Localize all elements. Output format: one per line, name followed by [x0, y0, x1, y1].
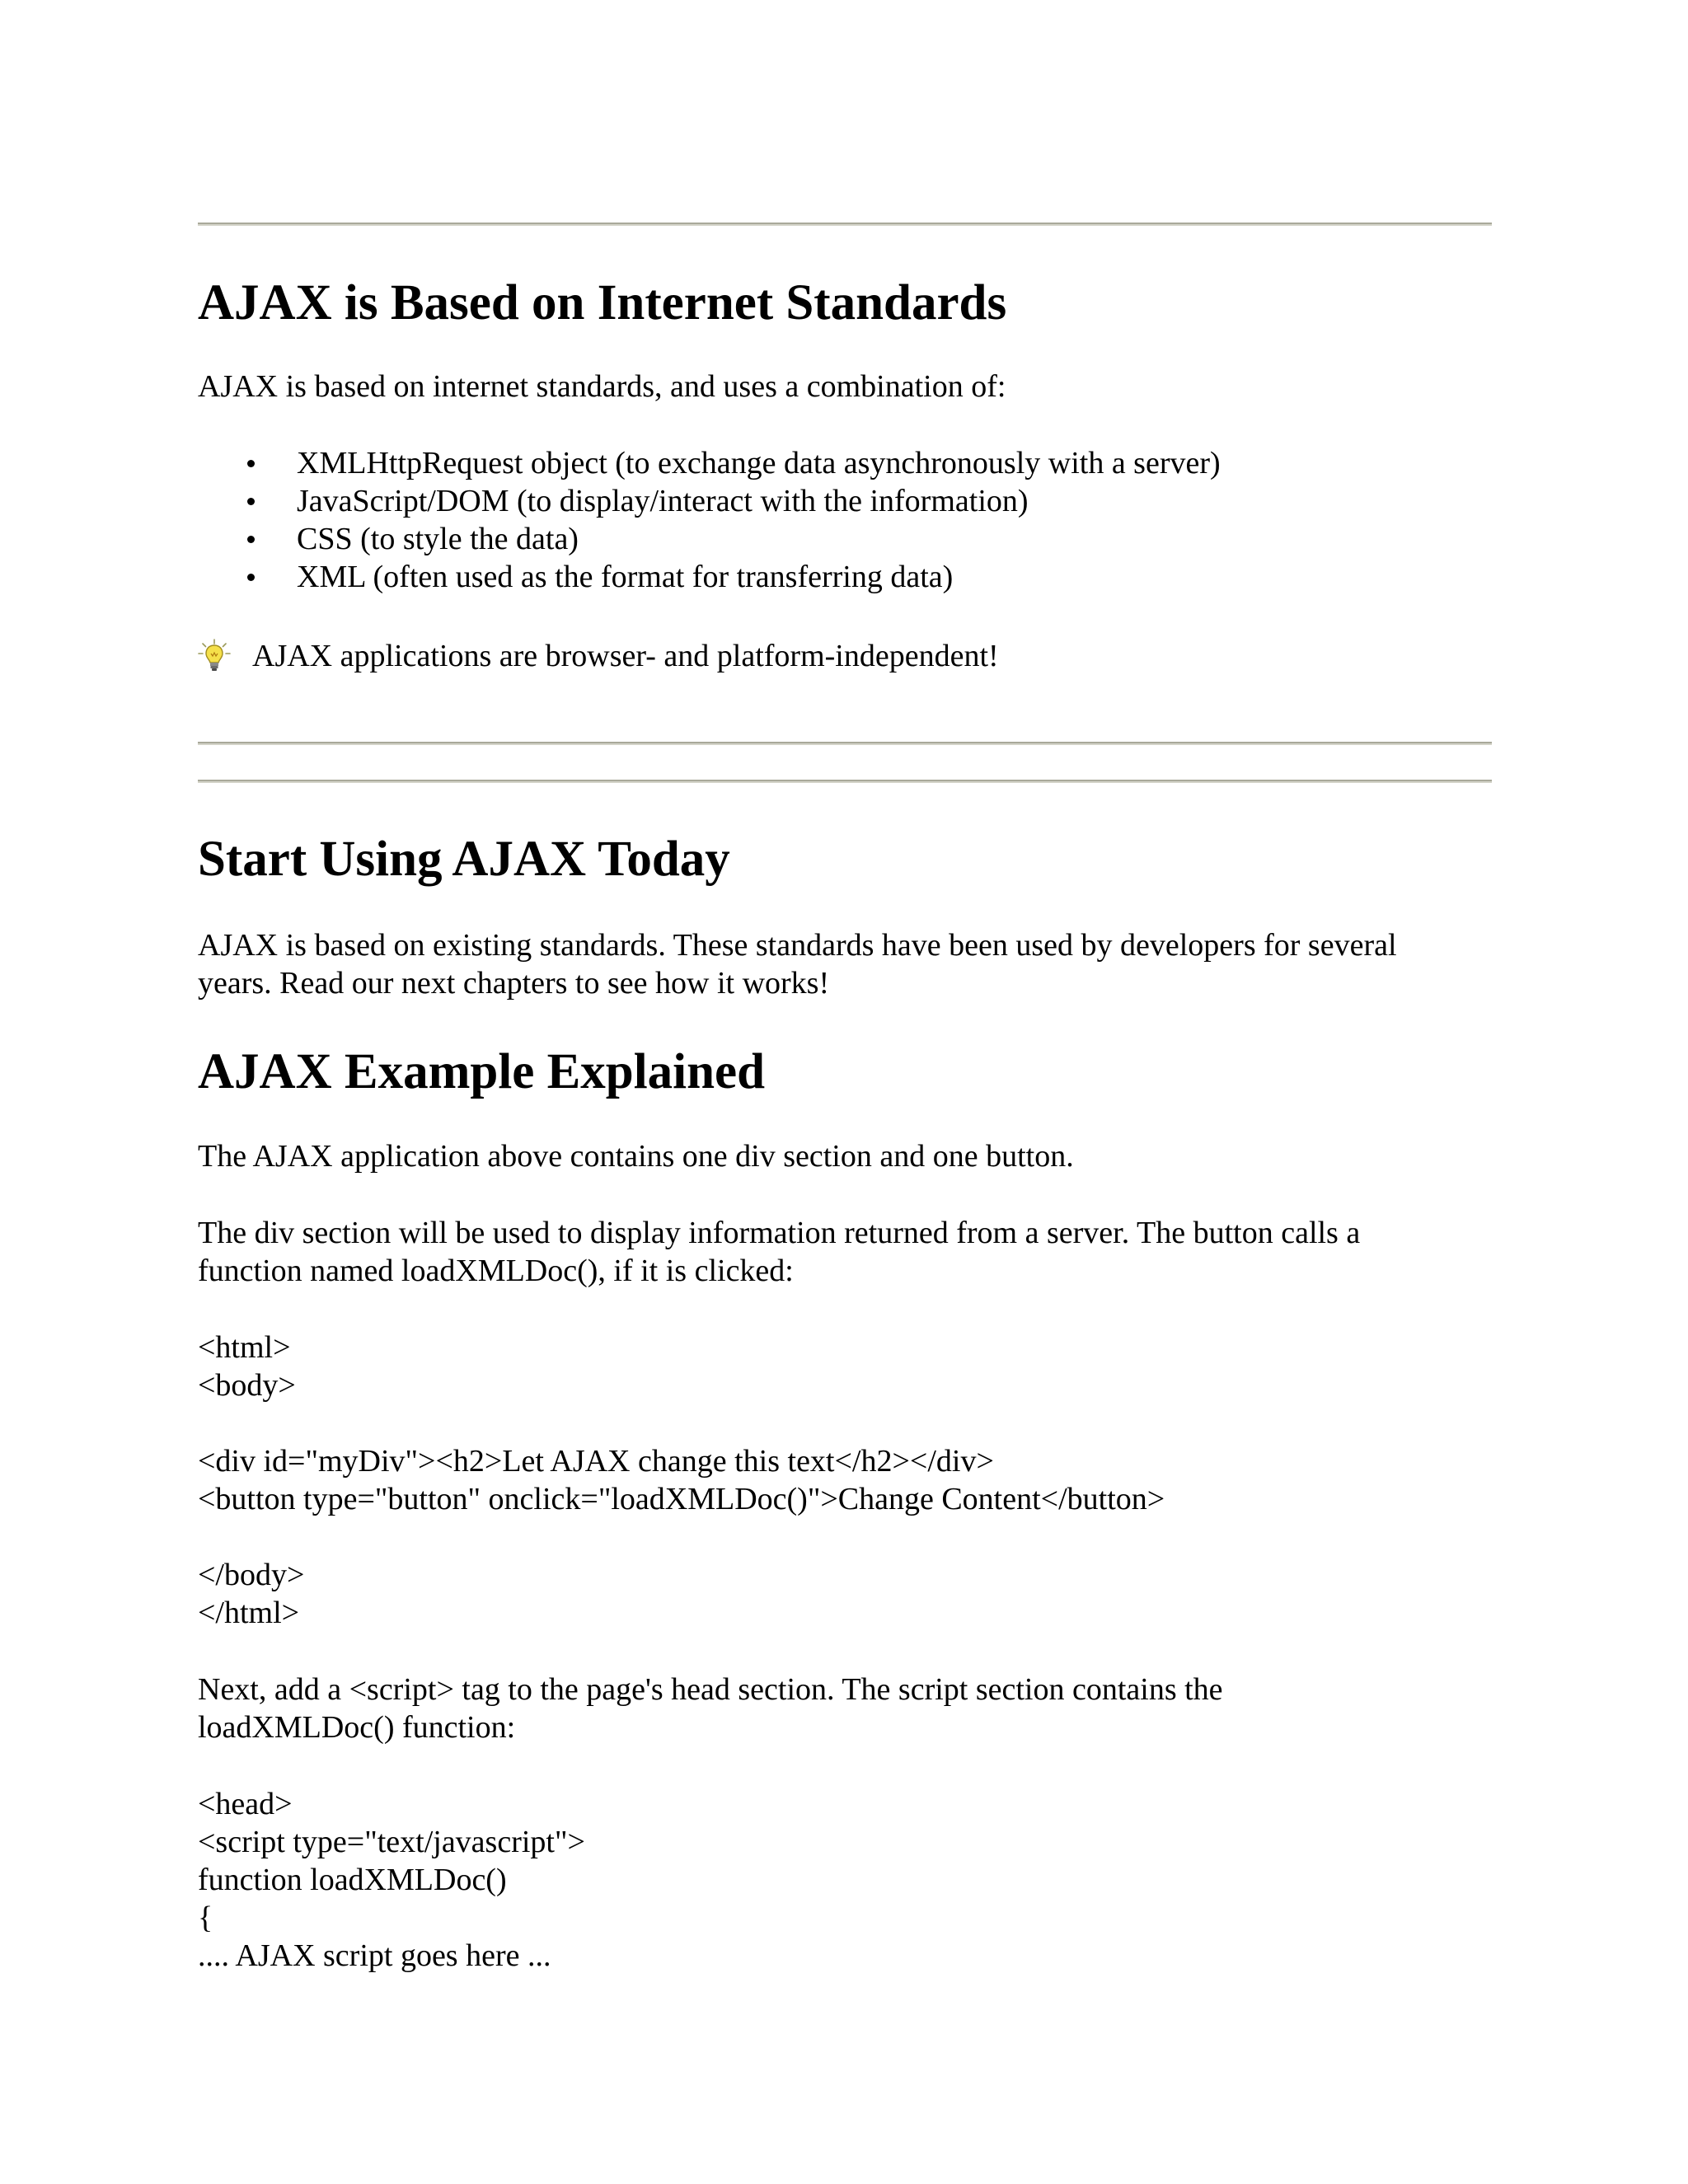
- bullet-icon: [247, 574, 255, 581]
- section-heading-example-explained: AJAX Example Explained: [198, 1044, 766, 1099]
- list-item: [198, 558, 1221, 596]
- code-line: .... AJAX script goes here ...: [198, 1938, 551, 1973]
- code-line: </html>: [198, 1596, 300, 1630]
- horizontal-rule: [198, 780, 1492, 783]
- example-paragraph-3: [198, 1671, 1223, 1746]
- code-line: <head>: [198, 1787, 293, 1821]
- horizontal-rule: [198, 742, 1492, 745]
- technology-list: [198, 444, 1221, 596]
- list-item-text: JavaScript/DOM (to display/interact with the information): [297, 484, 1029, 518]
- tip-note: [198, 637, 999, 675]
- document-page: [198, 0, 1492, 2184]
- bullet-icon: [247, 460, 255, 467]
- list-item-text: CSS (to style the data): [297, 522, 579, 556]
- start-using-paragraph: [198, 926, 1397, 1002]
- horizontal-rule: [198, 223, 1492, 226]
- list-item-text: XML (often used as the format for transferring data): [297, 560, 954, 594]
- paragraph-line: Next, add a <script> tag to the page's head section. The script section contains the: [198, 1672, 1223, 1707]
- list-item-text: XMLHttpRequest object (to exchange data asynchronously with a server): [297, 446, 1221, 480]
- example-paragraph-1: The AJAX application above contains one div section and one button.: [198, 1139, 1074, 1174]
- paragraph-line: The div section will be used to display information returned from a server. The button calls a: [198, 1216, 1361, 1250]
- intro-paragraph: AJAX is based on internet standards, and uses a combination of:: [198, 369, 1006, 404]
- example-paragraph-2: [198, 1214, 1360, 1290]
- section-heading-start-using: Start Using AJAX Today: [198, 832, 730, 887]
- lightbulb-icon: [198, 639, 231, 673]
- code-line: <html>: [198, 1330, 291, 1365]
- html-code-sample: [198, 1329, 1165, 1632]
- code-line: [198, 1518, 1165, 1556]
- code-line: <button type="button" onclick="loadXMLDoc()">Change Content</button>: [198, 1482, 1165, 1516]
- paragraph-line: years. Read our next chapters to see how it works!: [198, 966, 830, 1001]
- section-heading-standards: AJAX is Based on Internet Standards: [198, 275, 1007, 330]
- paragraph-line: function named loadXMLDoc(), if it is clicked:: [198, 1254, 794, 1288]
- code-line: </body>: [198, 1558, 305, 1592]
- code-line: <div id="myDiv"><h2>Let AJAX change this text</h2></div>: [198, 1444, 994, 1479]
- list-item: [198, 520, 1221, 558]
- list-item: [198, 482, 1221, 520]
- list-item: [198, 444, 1221, 482]
- tip-text: AJAX applications are browser- and platform-independent!: [252, 639, 999, 673]
- bullet-icon: [247, 498, 255, 505]
- code-line: function loadXMLDoc(): [198, 1863, 507, 1897]
- code-line: <script type="text/javascript">: [198, 1825, 585, 1859]
- code-line: <body>: [198, 1368, 296, 1403]
- bullet-icon: [247, 536, 255, 543]
- paragraph-line: loadXMLDoc() function:: [198, 1710, 516, 1745]
- code-line: {: [198, 1900, 213, 1935]
- code-line: [198, 1404, 1165, 1442]
- paragraph-line: AJAX is based on existing standards. These standards have been used by developers for several: [198, 928, 1397, 963]
- script-code-sample: [198, 1785, 585, 1975]
